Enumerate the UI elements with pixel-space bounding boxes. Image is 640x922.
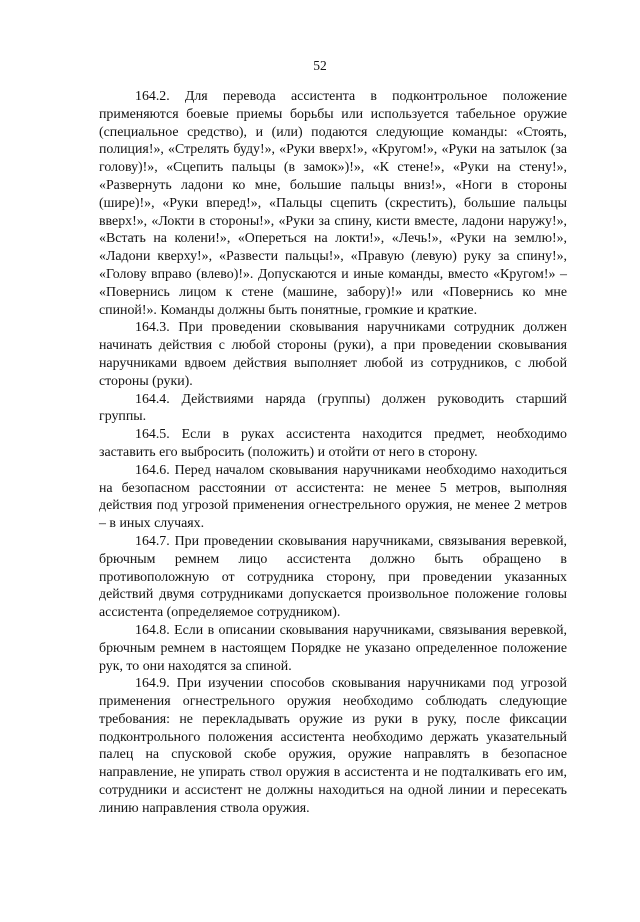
paragraph-164-6: 164.6. Перед началом сковывания наручниками необходимо находиться на безопасном расстоянии от ассистента: не менее 5 метров, выполняя действия под угрозой применения огнестрельного оружия, не менее 2 метров – в иных случаях. xyxy=(99,462,567,532)
paragraph-164-5: 164.5. Если в руках ассистента находится предмет, необходимо заставить его выбросить (положить) и отойти от него в сторону. xyxy=(99,427,567,460)
paragraph-164-7: 164.7. При проведении сковывания наручниками, связывания веревкой, брючным ремнем лицо ассистента должно быть обращено в противоположную от сотрудника сторону, при проведении указанных действий двумя сотрудниками допускается произвольное положение головы ассистента (определяемое сотрудником). xyxy=(99,533,567,621)
paragraph-164-4: 164.4. Действиями наряда (группы) должен руководить старший группы. xyxy=(99,391,567,425)
paragraph-164-3: 164.3. При проведении сковывания наручниками сотрудник должен начинать действия с любой стороны (руки), а при проведении сковывания наручниками вдвоем действия выполняет любой из сотрудников, с любой стороны (руки). xyxy=(99,320,567,389)
paragraph-164-2: 164.2. Для перевода ассистента в подконтрольное положение применяются боевые приемы борьбы или используется табельное оружие (специальное средство), и (или) подаются следующие команды: «Стоять, полиция!», «Стрелять буду!», «Руки вверх!», «Кругом!», «Руки на затылок (за голову)!», «Сцепить пальцы (в замок»)!», «К стене!», «Руки на стену!», «Развернуть ладони ко мне, большие пальцы вниз!», «Ноги в стороны (шире)!», «Руки вперед!», «Пальцы сцепить (скрестить), большие пальцы вверх!», «Локти в стороны!», «Руки за спину, кисти вместе, ладони наружу!», «Встать на колени!», «Опереться на локти!», «Лечь!», «Руки на землю!», «Ладони кверху!», «Развести пальцы!», «Правую (левую) руку за спину!», «Голову вправо (влево)!». Допускаются и иные команды, вместо «Кругом!» – «Повернись лицом к стене (машине, забору)!» или «Повернись ко мне спиной!». Команды должны быть понятные, громкие и краткие. xyxy=(99,89,567,318)
paragraph-164-8: 164.8. Если в описании сковывания наручниками, связывания веревкой, брючным ремнем в настоящем Порядке не указано определенное положение рук, то они находятся за спиной. xyxy=(99,622,567,674)
paragraph-164-9: 164.9. При изучении способов сковывания наручниками под угрозой применения огнестрельного оружия необходимо соблюдать следующие требования: не перекладывать оружие из руки в руку, после фиксации подконтрольного положения ассистента необходимо держать указательный палец на спусковой скобе оружия, оружие направлять в безопасное направление, не упирать ствол оружия в ассистента и не подталкивать его им, сотрудники и ассистент не должны находиться на одной линии и пересекать линию направления ствола оружия. xyxy=(99,676,567,816)
page-number: 52 xyxy=(313,58,327,73)
document-body xyxy=(99,88,567,818)
